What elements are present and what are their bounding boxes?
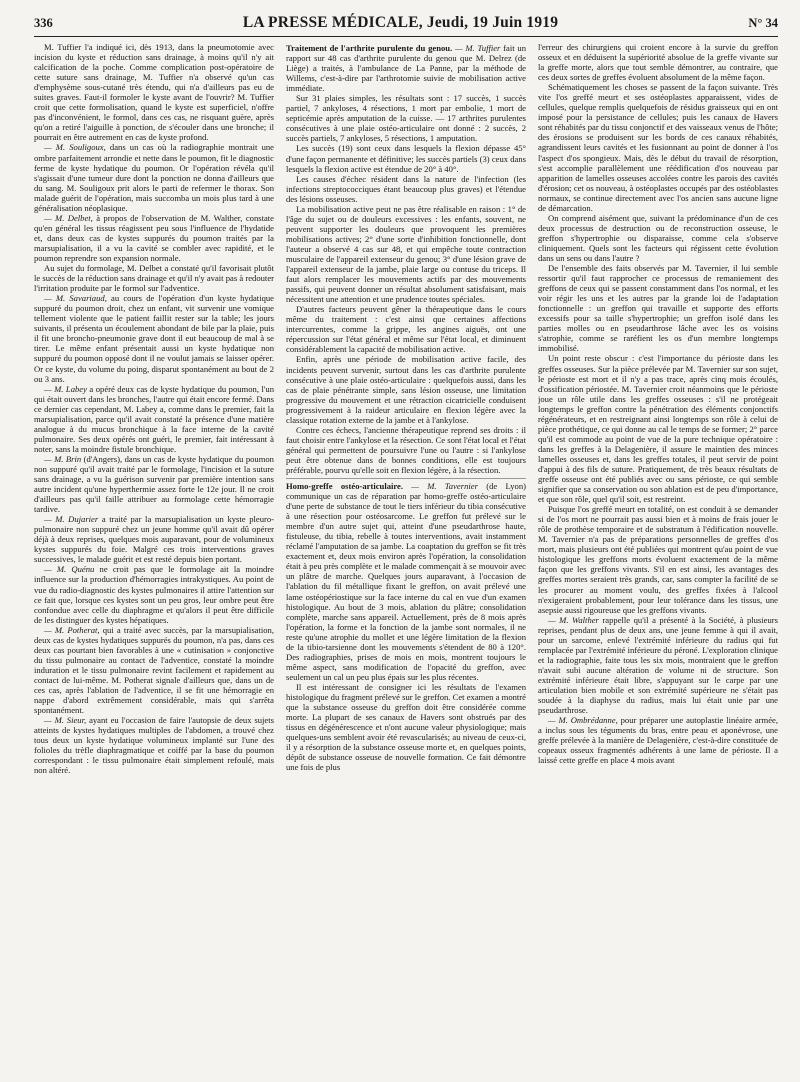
paragraph [286,93,526,143]
paragraph-text: La mobilisation active peut ne pas être réalisable en raison : 1° de l'âge du sujet ou de douleurs excessives : les enfants, souvent, ne peuvent supporter les douleurs que provoquent les premières mobilisations actives; 2° d'une sorte d'inhibition fonctionnelle, dont l'auteur a observé 4 cas sur 48, et qui empêche toute contraction musculaire de l'appareil extenseur du genou; 3° d'une lésion grave de l'appareil extenseur de la jambe, plaie large ou contuse du triceps. Il faut alors remplacer les mouvements actifs par des mouvements passifs, qui peuvent donner un résultat absolument satisfaisant, mais nécessitent une attention et une prudence toutes spéciales. [286,203,526,305]
paragraph [34,293,274,383]
section-paragraph [286,43,526,93]
page-number: 336 [34,15,53,30]
issue-number: N° 34 [748,15,778,30]
paragraph [286,174,526,204]
paragraph-text: fait un rapport sur 48 cas d'arthrite purulente du genou que M. Delrez (de Liège) a traités, à l'ambulance de La Panne, par la méthode de Willems, c'est-à-dire par l'arthrotomie suivie de mobilisation active immédiate. [286,43,526,94]
paragraph [538,504,778,615]
paragraph-text: l'erreur des chirurgiens qui croient encore à la survie du greffon osseux et en déduisent la supériorité absolue de la greffe vivante sur la greffe morte, alors que tout semble démontrer, au contraire, que ces deux sortes de greffes évoluent absolument de la même façon. [538,42,778,83]
page-header [34,10,778,37]
paragraph [286,425,526,475]
text-columns [34,42,778,1076]
paragraph [538,353,778,504]
speaker-name: — M. Quénu [44,564,95,575]
paragraph [538,213,778,263]
paragraph-text: a opéré deux cas de kyste hydatique du poumon, l'un qui était ouvert dans les bronches, l'autre qui était encore fermé. Dans ce dernier cas cependant, M. Labey a, comme dans le premier, fait la marsupialisation, parce qu'il avait constaté la présence d'une matière analogue à du mucus bronchique à la face interne de la cavité pulmonaire. Ses deux opérés ont guéri, le premier, fait intéressant à noter, sans la moindre fistule bronchique. [34,383,274,454]
speaker-name: — M. Savariaud, [44,293,107,304]
paragraph [34,625,274,715]
masthead-title: LA PRESSE MÉDICALE, Jeudi, 19 Juin 1919 [242,14,559,31]
paragraph [34,42,274,142]
paragraph [34,514,274,564]
speaker-name: — M. Brin [44,453,82,464]
paragraph [538,263,778,353]
speaker-name: — M. Labey [44,383,87,394]
paragraph [286,304,526,354]
paragraph-text: (de Lyon) communique un cas de réparation par homo-greffe ostéo-articulaire d'une perte de substance de tout le tiers inférieur du tibia consécutive à une résection pour ostéosarcome. Le greffon fut prélevé sur le membre d'un autre sujet qui, atteint d'une pseudarthrose haute, fistuleuse, du tibia, rebelle à toutes interventions, avait instamment réclamé l'amputation de sa jambe. La coaptation du greffon se fit très exactement et, deux mois environ après l'opération, la consolidation était à peu près complète et le malade commençait à se mouvoir avec un plâtre de marche. Quelques jours auparavant, à l'occasion de l'ablation du fil métallique fixant le greffon, on avait prélevé une lame ostéopériostique sur la face interne du cal en vue d'un examen histologique. Au bout de 3 mois, ablation du plâtre; consolidation complète, marche sans appareil. Actuellement, près de 8 mois après l'opération, la forme et la fonction de la jambe sont normales, il ne reste qu'une atrophie du mollet et une légère limitation de la flexion de la tibio-tarsienne dont les mouvements s'étendent de 80 à 120°. Des radiographies, prises de mois en mois, montrent toujours le même aspect, sans modification de l'opacité du greffon, avec seulement un cal un peu plus épais sur les plus récentes. [286,481,526,682]
speaker-name: — M. Dujarier [44,514,99,525]
paragraph-text: qui a traité avec succès, par la marsupialisation, deux cas de kystes hydatiques suppurés du poumon, n'a pas, dans ces deux cas pourtant bien favorables à une « cutinisation » conjonctive du tissu pulmonaire au contact de l'adventice, constaté la moindre induration et le tissu pulmonaire revint facilement et rapidement au contact de lui-même. M. Potherat signale d'ailleurs que, dans un de ces cas, après l'ablation de l'adventice, il se fit une hémorragie en nappe d'abord extrêmement considérable, mais qui s'arrêta spontanément. [34,624,274,716]
paragraph-text: Puisque l'os greffé meurt en totalité, on est conduit à se demander si de l'os mort ne pourrait pas aussi bien et à moins de frais jouer le rôle de prothèse temporaire et de substratum à l'édification nouvelle. M. Tavernier n'a pas de préparations personnelles de greffes d'os mort, mais plusieurs ont été publiées qui montrent qu'au point de vue histologique les greffons morts évoluent exactement de la même façon que les greffons vivants. S'il en est ainsi, les avantages des greffes mortes seraient très grands, car, sans compter la facilité de se les procurer au moment voulu, des greffes fixées à l'alcool n'exigeraient probablement, pour leur tolérance dans les tissus, une asepsie aussi rigoureuse que les greffons vivants. [538,504,778,615]
paragraph-text: Les causes d'échec résident dans la nature de l'infection (les infections streptococciques étant beaucoup plus graves) et l'étendue des lésions osseuses. [286,173,526,204]
paragraph-text: On comprend aisément que, suivant la prédominance d'un de ces deux processus de destruction ou de reconstruction osseuse, le greffon s'hypertrophie ou disparaisse, comme cela s'observe cliniquement. Quels sont les facteurs qui régissent cette évolution dans un sens ou dans l'autre ? [538,212,778,263]
paragraph [538,42,778,82]
paragraph-text: Enfin, après une période de mobilisation active facile, des incidents peuvent survenir, surtout dans les cas d'arthrite purulente consécutive à une plaie ostéo-articulaire : quelquefois aussi, dans les cas de plaie pénétrante simple, sans lésion osseuse, une limitation progressive du mouvement et une rétraction cicatricielle conduisent progressivement à la raideur articulaire en flexion légère avec la classique rotation externe de la jambe et à l'ankylose. [286,354,526,425]
paragraph [34,384,274,454]
paragraph-text: dans un cas où la radiographie montrait une ombre parfaitement arrondie et nette dans le poumon, fit le diagnostic ferme de kyste hydatique du poumon. Or l'opération révéla qu'il s'agissait d'une tumeur dure dont la ponction ne donna d'ailleurs que du sang. M. Souligoux prit alors le parti de refermer le thorax. Son malade guérit de l'opération, mais succomba un mois plus tard à une généralisation néoplasique. [34,142,274,213]
paragraph-text: Sur 31 plaies simples, les résultats sont : 17 succès, 1 succès partiel, 7 ankyloses, 4 résections, 1 mort par embolie, 1 mort de septicémie après amputation de la cuisse. — 17 arthrites purulentes consécutives à une plaie ostéo-articulaire ont donné : 2 succès, 2 succès partiels, 7 ankyloses, 5 résections, 1 amputation. [286,93,526,144]
paragraph [34,715,274,775]
paragraph [34,454,274,514]
paragraph-text: au cours de l'opération d'un kyste hydatique suppuré du poumon droit, chez un enfant, vit survenir une vomique tellement violente que le patient faillit rester sur la table; les jours suivants, il présenta un écoulement abondant de bile par la plaie, puis il fit une broncho-pneumonie grave dont il eut beaucoup de mal à se tirer. Le même enfant présentait aussi un kyste hydatique non suppuré du poumon opposé dont il ne voulut jamais se laisser opérer. Or ce kyste, du volume du poing, disparut spontanément au bout de 2 ou 3 ans. [34,293,274,384]
column-right [538,42,778,1076]
paragraph [286,204,526,304]
paragraph-text: D'autres facteurs peuvent gêner la thérapeutique dans le cours même du traitement : c'est ainsi que certaines affections intercurrentes, comme la grippe, les angines aiguës, ont une répercussion sur l'état général et même sur l'état local, et diminuent considérablement la capacité de mobilisation active. [286,304,526,355]
paragraph-text: M. Tuffier l'a indiqué ici, dès 1913, dans la pneumotomie avec incision du kyste et réduction sans drainage, à moins qu'il n'y ait calcification de la poche. Comme complication post-opératoire de cette suture sans drainage, M. Tuffier n'a observé qu'un cas d'emphysème sous-cutané très étendu, qui n'a d'ailleurs pas eu de suites graves. Faut-il formoler le kyste avant de l'ouvrir? M. Tuffier croit que cette formolisation, quand le kyste est superficiel, n'offre pas d'inconvénient, le formol, dans ces cas, ne risquant guère, après qu'on a retiré l'aiguille à ponction, de s'écouler dans une bronche; il pourrait en être autrement en cas de kyste profond. [34,42,274,143]
paragraph [286,143,526,173]
paragraph-text: Les succès (19) sont ceux dans lesquels la flexion dépasse 45° d'une façon permanente et définitive; les succès partiels (3) ceux dans lesquels la flexion active est étendue de 20° à 40°. [286,143,526,174]
paragraph [286,682,526,772]
paragraph-text: ne croit pas que le formolage ait la moindre influence sur la production d'hémorragies intrakystiques. Au point de vue du radio-diagnostic des kystes pulmonaires il attire l'attention sur ce fait que, lorsque ces kystes sont un peu gros, leur ombre peut être confondue avec celle du diaphragme et qu'alors il peut être difficile de les distinguer des kystes hépatiques. [34,564,274,625]
paragraph-text: Un point reste obscur : c'est l'importance du périoste dans les greffes osseuses. Sur la pièce prélevée par M. Tavernier sur son sujet, le périoste est mort et il n'y a pas trace, après cinq mois écoulés, d'ossification périostée. M. Tavernier croit néanmoins que le périoste joue un rôle utile dans les greffes osseuses : s'il ne protégeait longtemps le greffon contre la pénétration des éléments conjonctifs régénérateurs, et en restreignant ainsi longtemps son rôle à celui de pièce prothétique, ce qui donne au cal le temps de se former; 2° parce qu'il est commode au point de vue de la pure technique opératoire : dans les greffes à la Delagenière, il assure le maintien des minces lamelles osseuses et, dans les greffes totales, il peut servir de point d'appui à des fils de suture. Pratiquement, de très beaux résultats de greffe osseuse ont été publiés avec ou sans périoste, ce qui semble signifier que sa conservation ou son ablation est de peu d'importance, et que son rôle, quel qu'il soit, est restreint. [538,353,778,505]
speaker-name: — M. Potherat, [44,624,100,635]
paragraph [286,354,526,424]
paragraph-text: Contre ces échecs, l'ancienne thérapeutique reprend ses droits : il faut choisir entre l'ankylose et la résection. Ce sont l'état local et l'état général qui permettent de poursuivre l'une ou l'autre : si l'ankylose peut être obtenue dans de bonnes conditions, elle est toujours préférable, pourvu qu'elle soit en flexion légère, à la résection. [286,424,526,475]
paragraph-text: ayant eu l'occasion de faire l'autopsie de deux sujets atteints de kystes hydatiques multiples de l'abdomen, a trouvé chez tous deux un kyste hydatique volumineux implanté sur l'une des folioles du trèfle diaphragmatique et coiffé par la base du poumon correspondant : le tissu pulmonaire était simplement refoulé, mais non altéré. [34,715,274,776]
speaker-name: — M. Ombrédanne, [548,715,618,726]
speaker-name: — M. Walther [548,614,599,625]
paragraph [538,82,778,213]
paragraph [34,213,274,263]
speaker-name: — M. Tavernier [403,481,478,492]
speaker-name: — M. Tuffier [452,43,501,53]
paragraph-text: pour préparer une autoplastie linéaire armée, a inclus sous les téguments du bras, entre peau et aponévrose, une greffe prélevée à la manière de Delagenière, c'est-à-dire constituée de copeaux osseux fragmentés adhérents à une lame de périoste. Il a laissé cette greffe en place 4 mois avant [538,715,778,766]
paragraph [538,615,778,715]
section-paragraph [286,478,526,682]
speaker-name: — M. Delbet, [44,212,93,223]
paragraph [538,715,778,765]
paragraph-text: Il est intéressant de consigner ici les résultats de l'examen histologique du fragment prélevé sur le greffon. Cet examen a montré que la substance osseuse du greffon doit être considérée comme morte. La plupart de ses canaux de Havers sont obstrués par des tissus en dégénérescence et n'ont aucune valeur physiologique; mais quelques-uns semblent avoir été revascularisés; au niveau de ceux-ci, il y a résorption de la substance osseuse morte et, en quelques points, dépôt de substance osseuse de nouvelle formation. Ce fait démontre une fois de plus [286,681,526,773]
paragraph-text: Au sujet du formolage, M. Delbet a constaté qu'il favorisait plutôt le succès de la réduction sans drainage et qu'il n'y avait pas à redouter l'irritation produite par le formol sur l'adventice. [34,263,274,294]
paragraph-text: Schématiquement les choses se passent de la façon suivante. Très vite l'os greffé meurt et ses ostéoplastes apparaissent, vides de cellules, quelque remplis quelquefois de résidus graisseux qui en ont imposé pour la persistance de cellules; puis les canaux de Havers sont réhabités par du tissu conjonctif et des vaisseaux venus de l'hôte; des érosions se produisent sur les bords de ces canaux réhabités, agrandissent leurs cavités et les fusionnant au point de donner à l'os l'aspect d'os spongieux. Mais, dès le début du travail de résorption, s'est accomplie parallèlement une réédification d'os nouveau par apparition de lamelles osseuses accolées contre les parois des cavités d'érosion; cet os nouveau, à ostéoplastes occupés par des ostéoblastes normaux, se continue directement avec l'os ancien sans aucune ligne de démarcation. [538,82,778,213]
paragraph-text: (d'Angers), dans un cas de kyste hydatique du poumon non suppuré qu'il avait traité par le formolage, l'incision et la suture sans drainage, a vu la guérison survenir par première intention sans autre incident qu'une hyperthermie assez forte le 12e jour. Il ne croit d'ailleurs pas qu'il faille attribuer au formolage cette hémorragie tardive. [34,453,274,515]
column-left [34,42,274,1076]
speaker-name: — M. Souligoux, [44,142,106,153]
speaker-name: — M. Sieur, [44,715,87,726]
paragraph [34,564,274,624]
paragraph-text: De l'ensemble des faits observés par M. Tavernier, il lui semble ressortir qu'il faut rapprocher ce processus de remaniement des greffons de ceux qui se passent constamment dans l'os normal, et les voir régir les uns et les autres par la grande loi de l'adaptation fonctionnelle : un greffon qui travaille et supporte des efforts excessifs pour sa taille s'hypertrophie; un greffon isolé dans les parties molles ou en pseudarthrose lâche avec les os voisins s'atrophie, comme se raréfient les os d'un membre longtemps immobilisé. [538,263,778,354]
paragraph [34,142,274,212]
paragraph-text: à propos de l'observation de M. Walther, constate qu'en général les tissus réagissent peu sous l'influence de l'hydatide et, dans deux cas de kystes suppurés du poumon traités par la marsupialisation, il a vu la cavité se combler avec rapidité, et le poumon reprendre son expansion normale. [34,212,274,263]
paragraph-text: rappelle qu'il a présenté à la Société, à plusieurs reprises, pendant plus de deux ans, une jeune femme à qui il avait, pour un sarcome, enlevé l'extrémité inférieure du radius qui fut remplacée par l'extrémité inférieure du péroné. L'exploration clinique et la radiographie, faite tous les six mois, montraient que le greffon n'avait subi aucune altération de volume ni de structure. Son extrémité inférieure était libre, s'appuyant sur le carpe par une articulation bien mobile et son extrémité supérieure ne s'était pas soudée à la diaphyse du radius, mais lui était unie par une pseudarthrose. [538,614,778,716]
paragraph [34,263,274,293]
paragraph-text: a traité par la marsupialisation un kyste pleuro-pulmonaire non suppuré chez un jeune homme qu'il avait dû opérer déjà à deux reprises, quelques mois auparavant, pour de volumineux kystes suppurés du foie. Malgré ces trois interventions graves successives, le malade guérit et est resté depuis bien portant. [34,514,274,565]
column-middle [286,42,526,1076]
section-heading: Traitement de l'arthrite purulente du genou. [286,43,453,53]
section-heading: Homo-greffe ostéo-articulaire. [286,481,404,492]
